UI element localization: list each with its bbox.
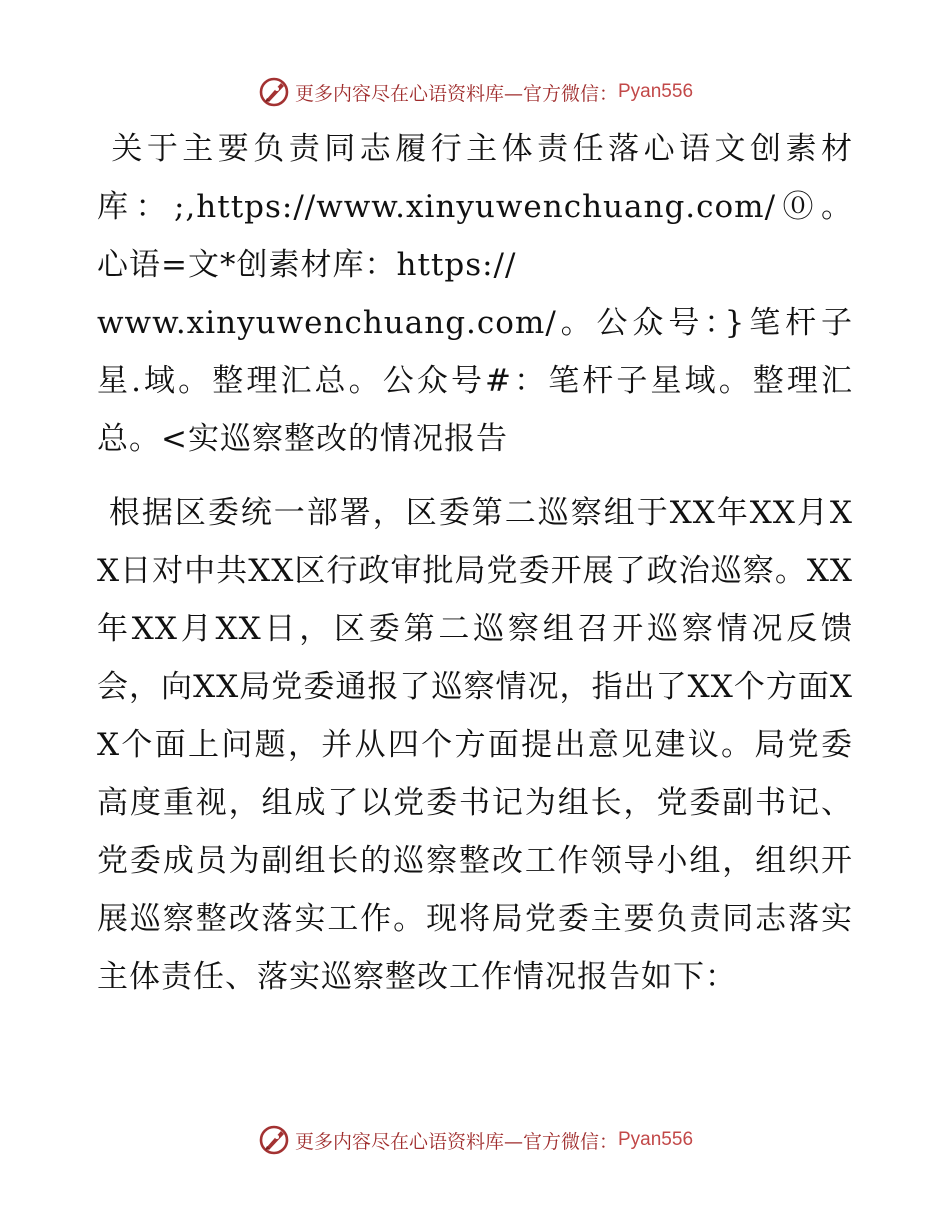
intro-paragraph: 关于主要负责同志履行主体责任落心语文创素材库：;,https://www.xinyuwenchuang.com/⓪。心语=文*创素材库：https:// www.xinyuwenchuang.com/。公众号：}笔杆子星.域。整理汇总。公众号#：笔杆子星域。整理汇总。<实巡察整改的情况报告 (97, 131, 853, 457)
watermark-text: 更多内容尽在心语资料库—官方微信： (294, 1130, 618, 1153)
pen-circle-logo-icon (257, 1123, 291, 1157)
watermark-text: 更多内容尽在心语资料库—官方微信： (294, 82, 618, 105)
watermark-banner-top (0, 72, 950, 112)
body-paragraph: 根据区委统一部署，区委第二巡察组于XX年XX月XX日对中共XX区行政审批局党委开展了政治巡察。XX年XX月XX日，区委第二巡察组召开巡察情况反馈会，向XX局党委通报了巡察情况，指出了XX个方面XX个面上问题，并从四个方面提出意见建议。局党委高度重视，组成了以党委书记为组长，党委副书记、党委成员为副组长的巡察整改工作领导小组，组织开展巡察整改落实工作。现将局党委主要负责同志落实主体责任、落实巡察整改工作情况报告如下： (97, 495, 853, 995)
watermark-banner-bottom (0, 1120, 950, 1160)
watermark-wechat-id: Pyan556 (618, 1129, 694, 1150)
pen-circle-logo-icon (257, 75, 291, 109)
watermark-wechat-id: Pyan556 (618, 81, 694, 102)
